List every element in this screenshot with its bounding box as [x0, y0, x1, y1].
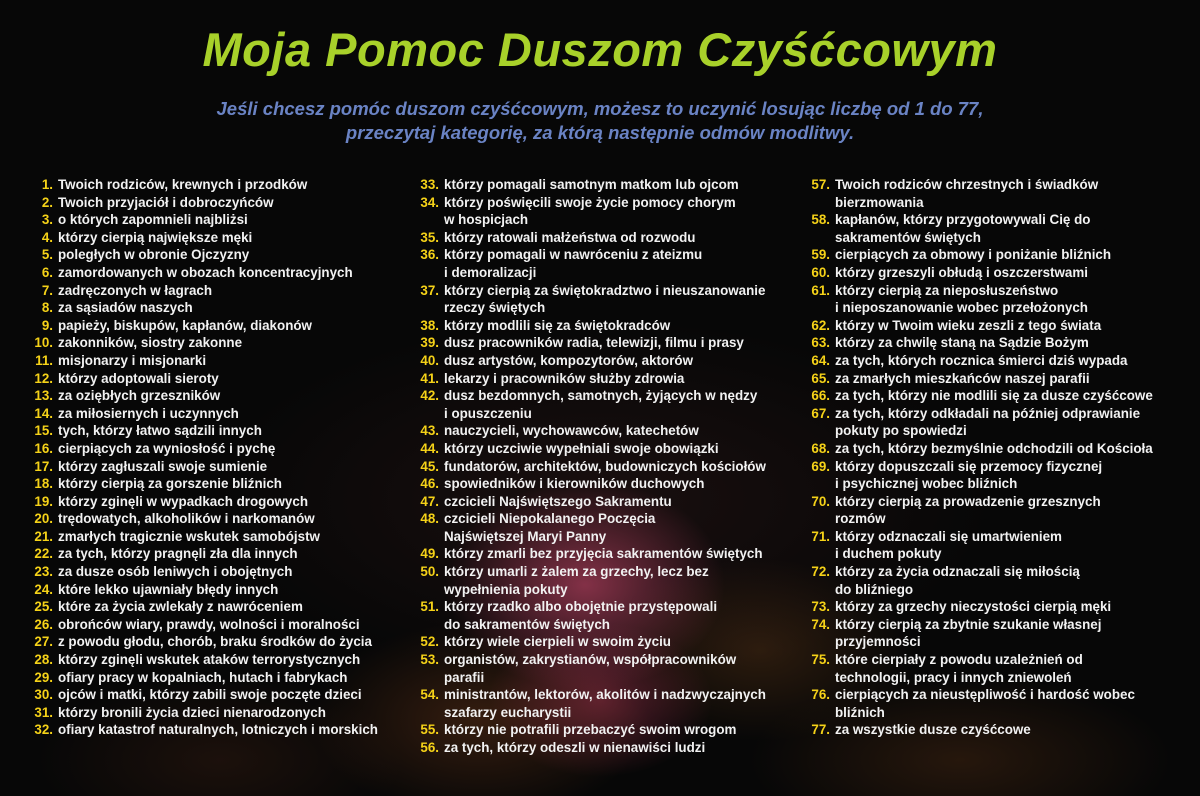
item-number: 13.: [34, 388, 53, 404]
item-text: do bliźniego: [835, 581, 914, 597]
list-item: [414, 352, 802, 370]
item-number: 51.: [420, 599, 439, 615]
list-item: [28, 334, 408, 352]
item-number: 42.: [420, 388, 439, 404]
item-number: 12.: [34, 370, 53, 386]
list-item: [805, 493, 1195, 528]
item-number: 23.: [34, 564, 53, 580]
item-text: dusz bezdomnych, samotnych, żyjących w nędzy: [444, 388, 758, 404]
item-text: którzy nie potrafili przebaczyć swoim wrogom: [444, 722, 737, 738]
item-number: 53.: [420, 652, 439, 668]
list-item: [805, 211, 1195, 246]
item-text: którzy modlili się za świętokradców: [444, 317, 671, 333]
item-text: obrońców wiary, prawdy, wolności i moralności: [58, 616, 360, 632]
item-number: 17.: [34, 458, 53, 474]
item-text: cierpiących za wyniosłość i pychę: [58, 440, 276, 456]
item-number: 18.: [34, 476, 53, 492]
item-text: czcicieli Najświętszego Sakramentu: [444, 493, 672, 509]
item-text: którzy bronili życia dzieci nienarodzonych: [58, 704, 326, 720]
list-item: [414, 475, 802, 493]
list-item: [805, 440, 1195, 458]
item-text: zmarłych tragicznie wskutek samobójstw: [58, 528, 320, 544]
prayer-list-column-2: [414, 176, 802, 757]
item-text: poległych w obronie Ojczyzny: [58, 247, 250, 263]
item-text: którzy za grzechy nieczystości cierpią męki: [835, 599, 1112, 615]
item-text: tych, którzy łatwo sądzili innych: [58, 423, 262, 439]
list-item: [28, 598, 408, 616]
list-item: [805, 563, 1195, 598]
list-item: [414, 334, 802, 352]
item-text: które cierpiały z powodu uzależnień od: [835, 652, 1083, 668]
item-text: którzy za chwilę staną na Sądzie Bożym: [835, 335, 1089, 351]
item-number: 55.: [420, 722, 439, 738]
list-item: [414, 194, 802, 229]
list-item: [28, 194, 408, 212]
item-text: rzeczy świętych: [444, 300, 546, 316]
list-item: [28, 422, 408, 440]
item-text: nauczycieli, wychowawców, katechetów: [444, 423, 699, 439]
item-text: i demoralizacji: [444, 264, 537, 280]
item-text: którzy odznaczali się umartwieniem: [835, 528, 1062, 544]
list-item: [28, 176, 408, 194]
item-text: i duchem pokuty: [835, 546, 942, 562]
item-number: 48.: [420, 511, 439, 527]
item-number: 37.: [420, 282, 439, 298]
list-item: [805, 176, 1195, 211]
item-number: 35.: [420, 229, 439, 245]
item-number: 73.: [811, 599, 830, 615]
item-text: którzy pomagali samotnym matkom lub ojcom: [444, 177, 739, 192]
item-number: 76.: [811, 687, 830, 703]
item-number: 7.: [41, 282, 53, 298]
list-item: [28, 581, 408, 599]
item-text: papieży, biskupów, kapłanów, diakonów: [58, 317, 312, 333]
list-item: [805, 616, 1195, 651]
list-item: [28, 352, 408, 370]
item-number: 30.: [34, 687, 53, 703]
list-item: [414, 246, 802, 281]
item-text: sakramentów świętych: [835, 229, 981, 245]
item-text: cierpiących za obmowy i poniżanie bliźnich: [835, 247, 1112, 263]
list-item: [28, 264, 408, 282]
item-text: którzy zmarli bez przyjęcia sakramentów świętych: [444, 546, 763, 562]
list-item: [414, 176, 802, 194]
item-number: 39.: [420, 335, 439, 351]
list-item: [805, 387, 1195, 405]
list-item: [414, 598, 802, 633]
item-text: ministrantów, lektorów, akolitów i nadzwyczajnych: [444, 687, 766, 703]
item-number: 64.: [811, 352, 830, 368]
item-number: 5.: [41, 247, 53, 263]
item-text: które lekko ujawniały błędy innych: [58, 581, 279, 597]
list-item: [805, 370, 1195, 388]
list-item: [28, 528, 408, 546]
list-item: [414, 458, 802, 476]
list-item: [28, 510, 408, 528]
item-text: którzy wiele cierpieli w swoim życiu: [444, 634, 671, 650]
item-text: którzy uczciwie wypełniali swoje obowiązki: [444, 440, 719, 456]
list-item: [805, 721, 1195, 739]
item-text: którzy w Twoim wieku zeszli z tego świata: [835, 317, 1102, 333]
item-number: 77.: [811, 722, 830, 738]
item-text: którzy cierpią za gorszenie bliźnich: [58, 476, 282, 492]
list-item: [28, 563, 408, 581]
list-item: [414, 686, 802, 721]
item-text: za sąsiadów naszych: [58, 300, 193, 316]
item-number: 52.: [420, 634, 439, 650]
list-item: [414, 545, 802, 563]
list-item: [28, 458, 408, 476]
item-number: 68.: [811, 440, 830, 456]
item-number: 8.: [41, 300, 53, 316]
item-number: 28.: [34, 652, 53, 668]
item-text: zadręczonych w łagrach: [58, 282, 213, 298]
list-item: [28, 440, 408, 458]
item-number: 27.: [34, 634, 53, 650]
item-text: za tych, którzy odeszli w nienawiści ludzi: [444, 740, 706, 755]
item-text: w hospicjach: [444, 212, 529, 228]
subtitle-line-2: przeczytaj kategorię, za którą następnie odmów modlitwy.: [345, 122, 855, 143]
item-text: którzy zginęli w wypadkach drogowych: [58, 493, 309, 509]
item-text: trędowatych, alkoholików i narkomanów: [58, 511, 315, 527]
list-item: [805, 686, 1195, 721]
item-number: 50.: [420, 564, 439, 580]
list-item: [28, 686, 408, 704]
item-text: dusz pracowników radia, telewizji, filmu i prasy: [444, 335, 744, 351]
item-number: 26.: [34, 616, 53, 632]
item-text: przyjemności: [835, 634, 921, 650]
item-number: 2.: [41, 194, 53, 210]
list-item: [805, 352, 1195, 370]
list-item: [805, 405, 1195, 440]
item-number: 16.: [34, 440, 53, 456]
list-item: [28, 475, 408, 493]
item-number: 69.: [811, 458, 830, 474]
item-text: czcicieli Niepokalanego Poczęcia: [444, 511, 656, 527]
item-number: 57.: [811, 177, 830, 192]
list-item: [414, 370, 802, 388]
item-text: za wszystkie dusze czyśćcowe: [835, 722, 1031, 738]
item-number: 38.: [420, 317, 439, 333]
item-number: 56.: [420, 740, 439, 755]
item-number: 70.: [811, 493, 830, 509]
list-item: [805, 264, 1195, 282]
item-text: organistów, zakrystianów, współpracowników: [444, 652, 737, 668]
item-text: za dusze osób leniwych i obojętnych: [58, 564, 293, 580]
list-item: [28, 616, 408, 634]
list-item: [28, 246, 408, 264]
item-number: 24.: [34, 581, 53, 597]
item-text: dusz artystów, kompozytorów, aktorów: [444, 352, 693, 368]
item-number: 15.: [34, 423, 53, 439]
list-item: [414, 510, 802, 545]
item-text: parafii: [444, 669, 485, 685]
item-text: misjonarzy i misjonarki: [58, 352, 207, 368]
list-item: [805, 246, 1195, 264]
list-item: [414, 387, 802, 422]
list-item: [28, 405, 408, 423]
item-number: 34.: [420, 194, 439, 210]
item-text: zamordowanych w obozach koncentracyjnych: [58, 264, 353, 280]
item-number: 11.: [35, 352, 53, 368]
list-item: [28, 633, 408, 651]
list-item: [28, 299, 408, 317]
item-text: którzy zagłuszali swoje sumienie: [58, 458, 268, 474]
item-text: spowiedników i kierowników duchowych: [444, 476, 705, 492]
list-item: [28, 370, 408, 388]
page-title: Moja Pomoc Duszom Czyśćcowym: [202, 23, 998, 76]
item-number: 45.: [420, 458, 439, 474]
list-item: [28, 721, 408, 739]
item-text: rozmów: [835, 511, 886, 527]
item-number: 36.: [420, 247, 439, 263]
item-number: 44.: [420, 440, 439, 456]
item-text: szafarzy eucharystii: [444, 704, 572, 720]
item-number: 60.: [811, 264, 830, 280]
item-number: 62.: [811, 317, 830, 333]
item-number: 72.: [811, 564, 830, 580]
list-item: [805, 317, 1195, 335]
list-item: [805, 598, 1195, 616]
item-number: 3.: [41, 212, 53, 228]
list-item: [28, 229, 408, 247]
list-item: [414, 651, 802, 686]
item-text: technologii, pracy i innych zniewoleń: [835, 669, 1072, 685]
item-number: 63.: [811, 335, 830, 351]
item-text: ojców i matki, którzy zabili swoje poczęte dzieci: [58, 687, 362, 703]
item-text: Twoich rodziców, krewnych i przodków: [58, 177, 308, 192]
list-item: [414, 229, 802, 247]
item-text: którzy cierpią za prowadzenie grzesznych: [835, 493, 1101, 509]
list-item: [28, 282, 408, 300]
item-number: 74.: [811, 616, 830, 632]
item-number: 47.: [420, 493, 439, 509]
list-item: [414, 422, 802, 440]
list-item: [414, 721, 802, 739]
list-item: [414, 633, 802, 651]
item-number: 54.: [420, 687, 439, 703]
item-text: którzy cierpią za świętokradztwo i nieuszanowanie: [444, 282, 766, 298]
list-item: [28, 651, 408, 669]
item-number: 61.: [811, 282, 830, 298]
item-number: 25.: [34, 599, 53, 615]
item-text: pokuty po spowiedzi: [835, 423, 967, 439]
item-text: którzy rzadko albo obojętnie przystępowali: [444, 599, 718, 615]
item-text: z powodu głodu, chorób, braku środków do życia: [58, 634, 372, 650]
page-subtitle: [0, 97, 1200, 145]
item-text: którzy zginęli wskutek ataków terrorystycznych: [58, 652, 361, 668]
item-text: kapłanów, którzy przygotowywali Cię do: [835, 212, 1091, 228]
item-number: 9.: [41, 317, 53, 333]
item-number: 58.: [811, 212, 830, 228]
list-item: [28, 545, 408, 563]
item-text: za tych, którzy bezmyślnie odchodzili od Kościoła: [835, 440, 1153, 456]
item-number: 29.: [34, 669, 53, 685]
item-text: fundatorów, architektów, budowniczych kościołów: [444, 458, 766, 474]
list-item: [414, 282, 802, 317]
item-number: 22.: [34, 546, 53, 562]
item-number: 20.: [34, 511, 53, 527]
item-text: którzy cierpią za zbytnie szukanie własnej: [835, 616, 1102, 632]
list-item: [28, 493, 408, 511]
list-item: [414, 563, 802, 598]
item-text: za tych, którzy odkładali na później odprawianie: [835, 405, 1141, 421]
item-text: wypełnienia pokuty: [444, 581, 568, 597]
item-text: Najświętszej Maryi Panny: [444, 528, 607, 544]
item-number: 43.: [420, 423, 439, 439]
item-text: którzy dopuszczali się przemocy fizycznej: [835, 458, 1103, 474]
item-text: za tych, którzy pragnęli zła dla innych: [58, 546, 298, 562]
item-text: którzy adoptowali sieroty: [58, 370, 219, 386]
item-number: 4.: [41, 229, 53, 245]
list-item: [28, 704, 408, 722]
item-text: i psychicznej wobec bliźnich: [835, 476, 1018, 492]
item-text: którzy grzeszyli obłudą i oszczerstwami: [835, 264, 1089, 280]
item-text: o których zapomnieli najbliżsi: [58, 212, 248, 228]
item-text: którzy poświęcili swoje życie pomocy chorym: [444, 194, 736, 210]
item-number: 59.: [811, 247, 830, 263]
item-text: cierpiących za nieustępliwość i hardość wobec: [835, 687, 1135, 703]
list-item: [28, 211, 408, 229]
item-number: 49.: [420, 546, 439, 562]
item-text: którzy cierpią za nieposłuszeństwo: [835, 282, 1059, 298]
item-text: i opuszczeniu: [444, 405, 532, 421]
item-text: do sakramentów świętych: [444, 616, 610, 632]
item-number: 31.: [34, 704, 53, 720]
item-text: lekarzy i pracowników służby zdrowia: [444, 370, 685, 386]
item-number: 32.: [34, 722, 53, 738]
item-text: za zmarłych mieszkańców naszej parafii: [835, 370, 1090, 386]
item-text: za miłosiernych i uczynnych: [58, 405, 239, 421]
item-number: 46.: [420, 476, 439, 492]
list-item: [414, 317, 802, 335]
item-number: 75.: [811, 652, 830, 668]
list-item: [414, 739, 802, 757]
item-text: którzy umarli z żalem za grzechy, lecz bez: [444, 564, 709, 580]
item-text: Twoich rodziców chrzestnych i świadków: [835, 177, 1099, 192]
list-item: [805, 282, 1195, 317]
item-number: 21.: [34, 528, 53, 544]
item-text: ofiary katastrof naturalnych, lotniczych i morskich: [58, 722, 378, 738]
item-text: którzy pomagali w nawróceniu z ateizmu: [444, 247, 703, 263]
list-item: [805, 334, 1195, 352]
item-number: 67.: [811, 405, 830, 421]
item-text: Twoich przyjaciół i dobroczyńców: [58, 194, 274, 210]
item-number: 14.: [34, 405, 53, 421]
item-text: ofiary pracy w kopalniach, hutach i fabrykach: [58, 669, 348, 685]
list-item: [28, 387, 408, 405]
list-item: [805, 528, 1195, 563]
prayer-list-column-3: [805, 176, 1195, 739]
subtitle-line-1: Jeśli chcesz pomóc duszom czyśćcowym, możesz to uczynić losując liczbę od 1 do 77,: [216, 98, 984, 119]
item-text: i nieposzanowanie wobec przełożonych: [835, 300, 1088, 316]
item-number: 41.: [420, 370, 439, 386]
item-text: którzy cierpią największe męki: [58, 229, 253, 245]
list-item: [805, 651, 1195, 686]
list-item: [805, 458, 1195, 493]
item-number: 6.: [41, 264, 53, 280]
list-item: [414, 440, 802, 458]
item-text: za tych, których rocznica śmierci dziś wypada: [835, 352, 1128, 368]
item-text: bliźnich: [835, 704, 885, 720]
item-number: 71.: [811, 528, 830, 544]
item-number: 65.: [811, 370, 830, 386]
item-number: 19.: [34, 493, 53, 509]
item-number: 40.: [420, 352, 439, 368]
item-text: którzy za życia odznaczali się miłością: [835, 564, 1080, 580]
list-item: [28, 669, 408, 687]
list-item: [414, 493, 802, 511]
item-text: zakonników, siostry zakonne: [58, 335, 243, 351]
item-number: 1.: [41, 177, 53, 192]
item-text: którzy ratowali małżeństwa od rozwodu: [444, 229, 696, 245]
list-item: [28, 317, 408, 335]
item-number: 33.: [420, 177, 439, 192]
prayer-list-column-1: [28, 176, 408, 739]
item-number: 10.: [34, 335, 53, 351]
item-text: bierzmowania: [835, 194, 924, 210]
item-text: za tych, którzy nie modlili się za dusze czyśćcowe: [835, 388, 1153, 404]
item-number: 66.: [811, 388, 830, 404]
item-text: które za życia zwlekały z nawróceniem: [58, 599, 303, 615]
item-text: za oziębłych grzeszników: [58, 388, 221, 404]
